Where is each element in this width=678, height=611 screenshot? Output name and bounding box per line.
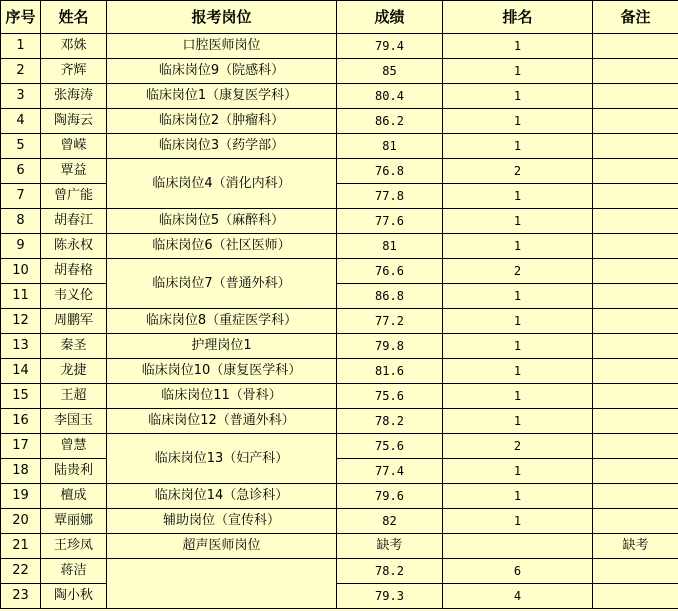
cell-score: 78.2 [337,409,443,434]
cell-no: 19 [1,484,41,509]
cell-no: 17 [1,434,41,459]
cell-note [593,409,678,434]
cell-rank: 2 [443,434,593,459]
cell-no: 21 [1,534,41,559]
cell-note [593,459,678,484]
cell-no: 8 [1,209,41,234]
cell-note [593,184,678,209]
cell-score: 79.4 [337,34,443,59]
cell-name: 李国玉 [41,409,107,434]
cell-note [593,309,678,334]
cell-no: 16 [1,409,41,434]
cell-score: 78.2 [337,559,443,584]
cell-rank: 1 [443,334,593,359]
cell-rank: 1 [443,284,593,309]
cell-post: 临床岗位1（康复医学科） [107,84,337,109]
cell-no: 22 [1,559,41,584]
header-post: 报考岗位 [107,1,337,34]
cell-rank: 1 [443,309,593,334]
cell-name: 邓姝 [41,34,107,59]
cell-note [593,584,678,609]
cell-score: 81.6 [337,359,443,384]
table-row [1,584,678,609]
cell-note [593,334,678,359]
cell-note [593,559,678,584]
cell-no: 4 [1,109,41,134]
cell-no: 7 [1,184,41,209]
cell-post: 辅助岗位（宣传科） [107,509,337,534]
cell-score: 77.4 [337,459,443,484]
cell-score: 76.6 [337,259,443,284]
cell-name: 曾嵘 [41,134,107,159]
cell-name: 龙捷 [41,359,107,384]
table-row [1,284,678,309]
cell-post [107,559,337,609]
cell-note: 缺考 [593,534,678,559]
cell-post: 临床岗位2（肿瘤科） [107,109,337,134]
cell-no: 18 [1,459,41,484]
cell-post: 临床岗位7（普通外科） [107,259,337,309]
cell-note [593,284,678,309]
cell-no: 12 [1,309,41,334]
cell-score: 缺考 [337,534,443,559]
cell-no: 20 [1,509,41,534]
cell-no: 14 [1,359,41,384]
table-row [1,34,678,59]
cell-score: 79.6 [337,484,443,509]
cell-post: 临床岗位6（社区医师） [107,234,337,259]
cell-no: 9 [1,234,41,259]
cell-name: 覃益 [41,159,107,184]
cell-post: 临床岗位14（急诊科） [107,484,337,509]
cell-rank: 1 [443,209,593,234]
table-row [1,234,678,259]
cell-post: 临床岗位3（药学部） [107,134,337,159]
cell-no: 5 [1,134,41,159]
cell-name: 齐辉 [41,59,107,84]
cell-score: 82 [337,509,443,534]
table-row [1,259,678,284]
header-no: 序号 [1,1,41,34]
cell-name: 王珍凤 [41,534,107,559]
cell-post: 临床岗位11（骨科） [107,384,337,409]
cell-rank [443,534,593,559]
cell-post: 口腔医师岗位 [107,34,337,59]
cell-name: 韦义伦 [41,284,107,309]
cell-no: 2 [1,59,41,84]
table-row [1,109,678,134]
cell-score: 75.6 [337,434,443,459]
cell-note [593,259,678,284]
cell-post: 临床岗位9（院感科） [107,59,337,84]
cell-score: 81 [337,234,443,259]
cell-name: 覃丽娜 [41,509,107,534]
cell-note [593,84,678,109]
cell-post: 临床岗位5（麻醉科） [107,209,337,234]
cell-post: 临床岗位12（普通外科） [107,409,337,434]
cell-rank: 1 [443,384,593,409]
cell-name: 张海涛 [41,84,107,109]
cell-note [593,159,678,184]
cell-name: 蒋洁 [41,559,107,584]
cell-score: 77.2 [337,309,443,334]
cell-post: 临床岗位8（重症医学科） [107,309,337,334]
cell-note [593,59,678,84]
header-name: 姓名 [41,1,107,34]
cell-note [593,134,678,159]
cell-rank: 1 [443,484,593,509]
header-rank: 排名 [443,1,593,34]
table-row [1,184,678,209]
cell-rank: 2 [443,159,593,184]
cell-rank: 4 [443,584,593,609]
cell-rank: 1 [443,459,593,484]
table-row [1,534,678,559]
cell-rank: 1 [443,34,593,59]
cell-note [593,209,678,234]
header-row [1,1,678,34]
cell-no: 3 [1,84,41,109]
cell-score: 79.8 [337,334,443,359]
cell-score: 77.8 [337,184,443,209]
table-row [1,384,678,409]
cell-score: 81 [337,134,443,159]
cell-note [593,34,678,59]
cell-name: 陈永权 [41,234,107,259]
cell-post: 超声医师岗位 [107,534,337,559]
cell-name: 陶小秋 [41,584,107,609]
cell-no: 6 [1,159,41,184]
cell-name: 王超 [41,384,107,409]
cell-note [593,109,678,134]
table-row [1,309,678,334]
cell-name: 胡春格 [41,259,107,284]
table-row [1,334,678,359]
cell-score: 75.6 [337,384,443,409]
cell-score: 86.8 [337,284,443,309]
cell-rank: 1 [443,134,593,159]
cell-post: 临床岗位4（消化内科） [107,159,337,209]
table-row [1,134,678,159]
table-row [1,509,678,534]
cell-rank: 1 [443,359,593,384]
table-row [1,484,678,509]
table-row [1,434,678,459]
cell-name: 陆贵利 [41,459,107,484]
header-score: 成绩 [337,1,443,34]
table-row [1,459,678,484]
cell-note [593,384,678,409]
cell-rank: 1 [443,234,593,259]
cell-post: 临床岗位13（妇产科） [107,434,337,484]
cell-note [593,434,678,459]
cell-score: 86.2 [337,109,443,134]
header-note: 备注 [593,1,678,34]
cell-rank: 1 [443,84,593,109]
cell-name: 曾慧 [41,434,107,459]
cell-score: 85 [337,59,443,84]
cell-rank: 1 [443,509,593,534]
cell-score: 76.8 [337,159,443,184]
table-row [1,409,678,434]
cell-name: 胡春江 [41,209,107,234]
cell-score: 77.6 [337,209,443,234]
cell-no: 11 [1,284,41,309]
table-row [1,209,678,234]
cell-rank: 2 [443,259,593,284]
cell-note [593,509,678,534]
cell-post: 护理岗位1 [107,334,337,359]
table-row [1,559,678,584]
table-row [1,84,678,109]
cell-note [593,484,678,509]
cell-note [593,359,678,384]
table-row [1,59,678,84]
cell-no: 23 [1,584,41,609]
cell-name: 陶海云 [41,109,107,134]
cell-name: 周鹏军 [41,309,107,334]
cell-rank: 6 [443,559,593,584]
cell-rank: 1 [443,184,593,209]
table-row [1,359,678,384]
cell-rank: 1 [443,409,593,434]
cell-no: 10 [1,259,41,284]
cell-name: 秦圣 [41,334,107,359]
cell-score: 79.3 [337,584,443,609]
cell-no: 15 [1,384,41,409]
cell-note [593,234,678,259]
cell-name: 曾广能 [41,184,107,209]
cell-score: 80.4 [337,84,443,109]
cell-post: 临床岗位10（康复医学科） [107,359,337,384]
cell-rank: 1 [443,59,593,84]
cell-name: 檀成 [41,484,107,509]
table-row [1,159,678,184]
cell-no: 1 [1,34,41,59]
cell-no: 13 [1,334,41,359]
cell-rank: 1 [443,109,593,134]
